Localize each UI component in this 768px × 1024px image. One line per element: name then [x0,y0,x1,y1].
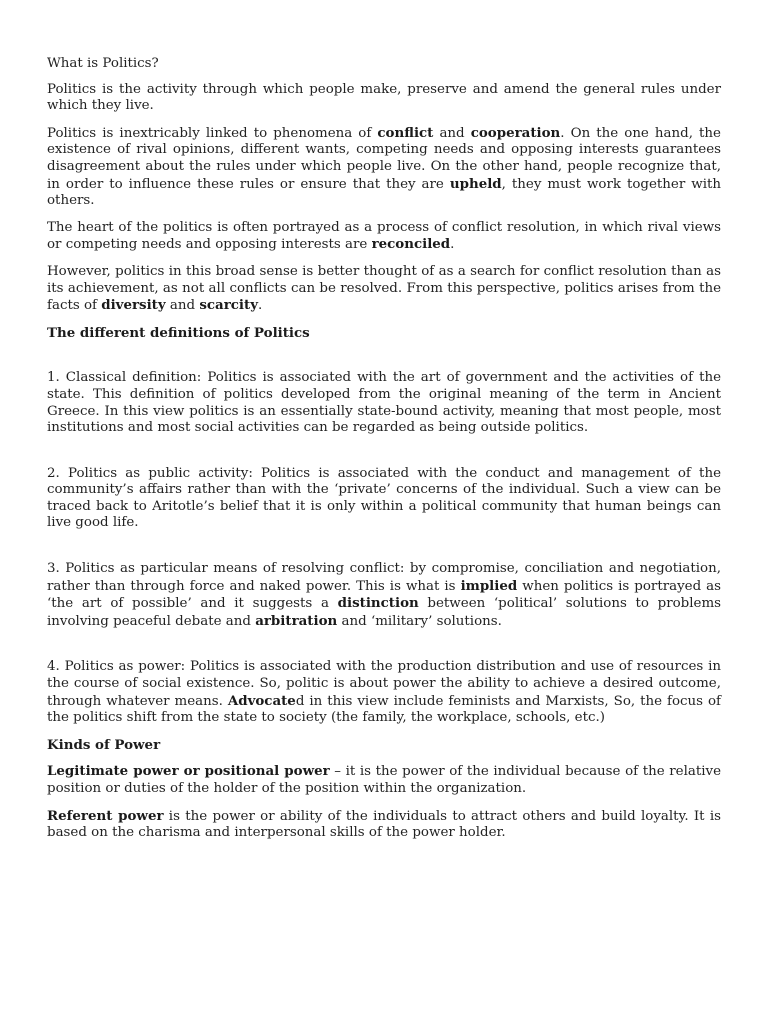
text-run: . On the one hand, the existence of rival opinions, different wants, competing needs and opposing interests guarantees disagreement about the rules under which people live. On the other hand, people recognize that, in order to influence these rules or ensure that they are [47,125,721,192]
text-run: is the power or ability of the individuals to attract others and build loyalty. It is based on the charisma and interpersonal skills of the power holder. [47,808,721,841]
public-activity-definition-item: 2. Politics as public activity: Politics is associated with the conduct and management of the community’s affairs rather than with the ‘private’ concerns of the individual. Such a view can be traced back to Aritotle’s belief that it is only within a political community that human beings can live good life. [47,465,721,531]
text-run: between ‘political’ solutions to problems involving peaceful debate and [47,596,722,629]
bold-term-implied: implied [460,577,518,594]
bold-term-distinction: distinction [337,595,419,612]
section-heading-kinds-of-power: Kinds of Power [47,736,161,753]
text-run: d in this view include feminists and Marxists, So, the focus of the politics shift from the state to society (the family, the workplace, schools, etc.) [47,693,722,726]
bold-term-conflict: conflict [377,124,434,141]
definition-paragraph: Politics is the activity through which people make, preserve and amend the general rules under which they live. [47,81,721,114]
conflict-cooperation-paragraph [47,125,721,210]
power-definition-item [47,659,721,726]
legitimate-power-paragraph [47,763,721,797]
text-run: However, politics in this broad sense is better thought of as a search for conflict resolution than as its achievement, as not all conflicts can be resolved. From this perspective, politics arises from the facts of [47,263,721,314]
conflict-resolution-paragraph [47,220,721,254]
bold-term-reconciled: reconciled [371,236,451,253]
bold-term-arbitration: arbitration [255,612,338,629]
text-run: The heart of the politics is often portrayed as a process of conflict resolution, in which rival views or competing needs and opposing interests are [47,219,721,253]
bold-term-scarcity: scarcity [199,297,258,314]
text-run: and [433,125,471,141]
resolving-conflict-definition-item [47,561,721,630]
text-run: . [450,237,455,253]
bold-term-upheld: upheld [449,175,502,192]
text-run: Politics is inextricably linked to phenomena of [47,125,378,141]
broad-sense-paragraph [47,264,721,315]
document-title: What is Politics? [47,56,159,71]
bold-term-referent-power: Referent power [47,807,164,824]
text-run: , they must work together with others. [47,176,721,209]
bold-term-legitimate-power: Legitimate power or positional power [47,763,330,780]
document-page [47,56,721,842]
text-run: and ‘military’ solutions. [337,613,502,629]
text-run: when politics is portrayed as ‘the art of possible’ and it suggests a [47,578,721,612]
text-run: 4. Politics as power: Politics is associated with the production distribution and use of resources in the course of social existence. So, politic is about power the ability to achieve a desired outcome, through whatever means. [47,659,721,709]
text-run: – it is the power of the individual because of the relative position or duties of the holder of the position within the organization. [47,764,721,796]
bold-term-advocate: Advocate [227,692,296,709]
classical-definition-item: 1. Classical definition: Politics is associated with the art of government and the activities of the state. This definition of politics developed from the original meaning of the term in Ancient Greece. In this view politics is an essentially state-bound activity, meaning that most people, most institutions and most social activities can be regarded as being outside politics. [47,370,721,436]
text-run: and [165,298,200,314]
referent-power-paragraph [47,808,721,842]
bold-term-cooperation: cooperation [470,124,561,141]
section-heading-definitions: The different definitions of Politics [47,324,310,341]
text-run: 3. Politics as particular means of resolving conflict: by compromise, conciliation and negotiation, rather than through force and naked power. This is what is [47,561,721,594]
bold-term-diversity: diversity [101,297,166,314]
text-run: . [257,298,263,314]
